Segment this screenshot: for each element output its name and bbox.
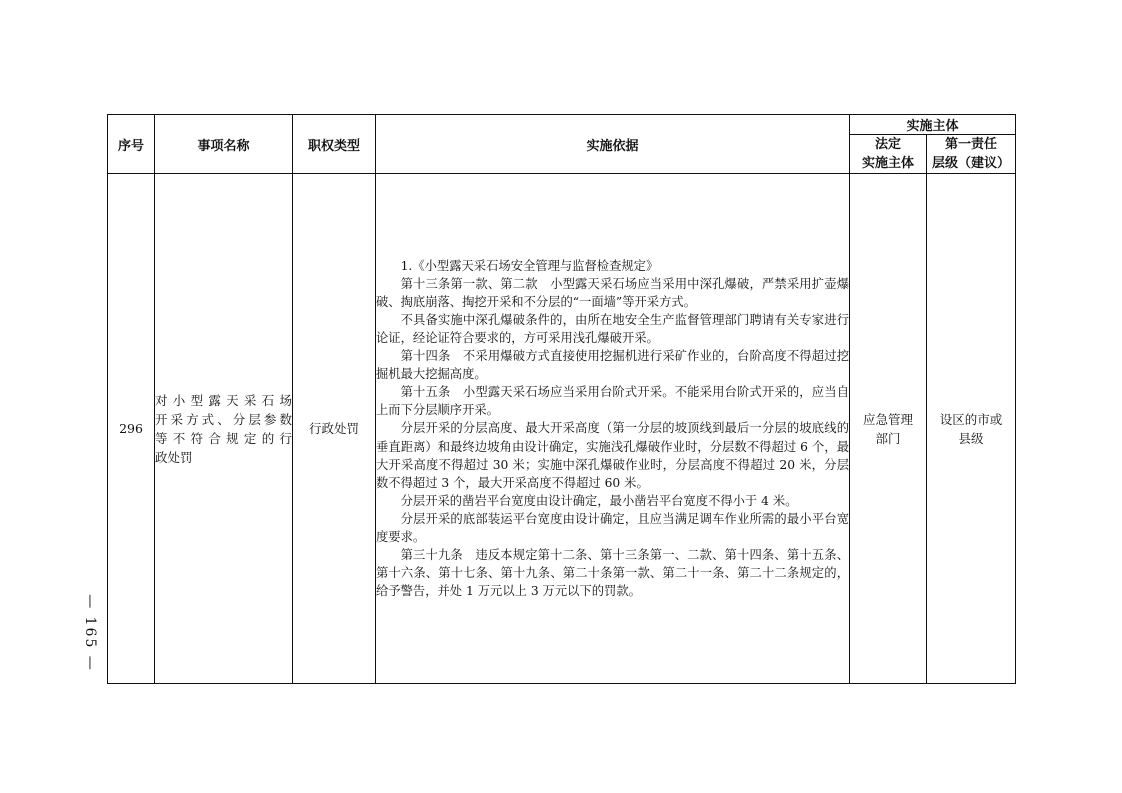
basis-paragraph: 分层开采的底部装运平台宽度由设计确定，且应当满足调车作业所需的最小平台宽度要求。 [376, 511, 849, 545]
header-seq: 序号 [108, 115, 155, 174]
matters-table [107, 114, 1016, 684]
basis-paragraph: 1.《小型露天采石场安全管理与监督检查规定》 [400, 258, 659, 273]
header-legal-subject: 法定 实施主体 [850, 135, 927, 174]
page-number: — 165 — [82, 594, 98, 672]
header-item-name: 事项名称 [155, 115, 293, 174]
basis-paragraph: 第十四条 不采用爆破方式直接使用挖掘机进行采矿作业的，台阶高度不得超过挖掘机最大挖掘高度。 [376, 349, 849, 382]
row-legal-subject: 应急管理 部门 [850, 174, 927, 684]
row-first-responsibility: 设区的市或 县级 [927, 174, 1016, 684]
row-basis [376, 174, 850, 684]
basis-paragraph: 不具备实施中深孔爆破条件的，由所在地安全生产监督管理部门聘请有关专家进行论证，经论证符合要求的，方可采用浅孔爆破开采。 [376, 312, 849, 345]
basis-paragraph: 第三十九条 违反本规定第十二条、第十三条第一、二款、第十四条、第十五条、第十六条、第十七条、第十九条、第二十条第一款、第二十一条、第二十二条规定的，给予警告，并处 1 万元以上 3 万元以下的罚款。 [376, 548, 849, 599]
header-first-responsibility: 第一责任 层级（建议） [927, 135, 1016, 174]
basis-paragraph: 第十五条 小型露天采石场应当采用台阶式开采。不能采用台阶式开采的，应当自上而下分层顺序开采。 [376, 385, 849, 418]
row-item-name: 对小型露天采石场 开采方式、分层参数 等不符合规定的行 政处罚 [155, 174, 293, 684]
row-power-type: 行政处罚 [293, 174, 376, 684]
basis-paragraph: 分层开采的凿岩平台宽度由设计确定，最小凿岩平台宽度不得小于 4 米。 [400, 493, 798, 508]
header-subject: 实施主体 [850, 115, 1016, 135]
header-basis: 实施依据 [376, 115, 850, 174]
row-seq: 296 [108, 174, 155, 684]
header-power-type: 职权类型 [293, 115, 376, 174]
basis-paragraph: 第十三条第一款、第二款 小型露天采石场应当采用中深孔爆破，严禁采用扩壶爆破、掏底崩落、掏挖开采和不分层的“一面墙”等开采方式。 [376, 276, 849, 309]
table-row [108, 174, 1016, 684]
basis-paragraph: 分层开采的分层高度、最大开采高度（第一分层的坡顶线到最后一分层的坡底线的垂直距离）和最终边坡角由设计确定，实施浅孔爆破作业时，分层数不得超过 6 个，最大开采高度不得超过 30 米；实施中深孔爆破作业时，分层高度不得超过 20 米，分层数不得超过 3 个，最大开采高度不得超过 60 米。 [376, 421, 849, 490]
